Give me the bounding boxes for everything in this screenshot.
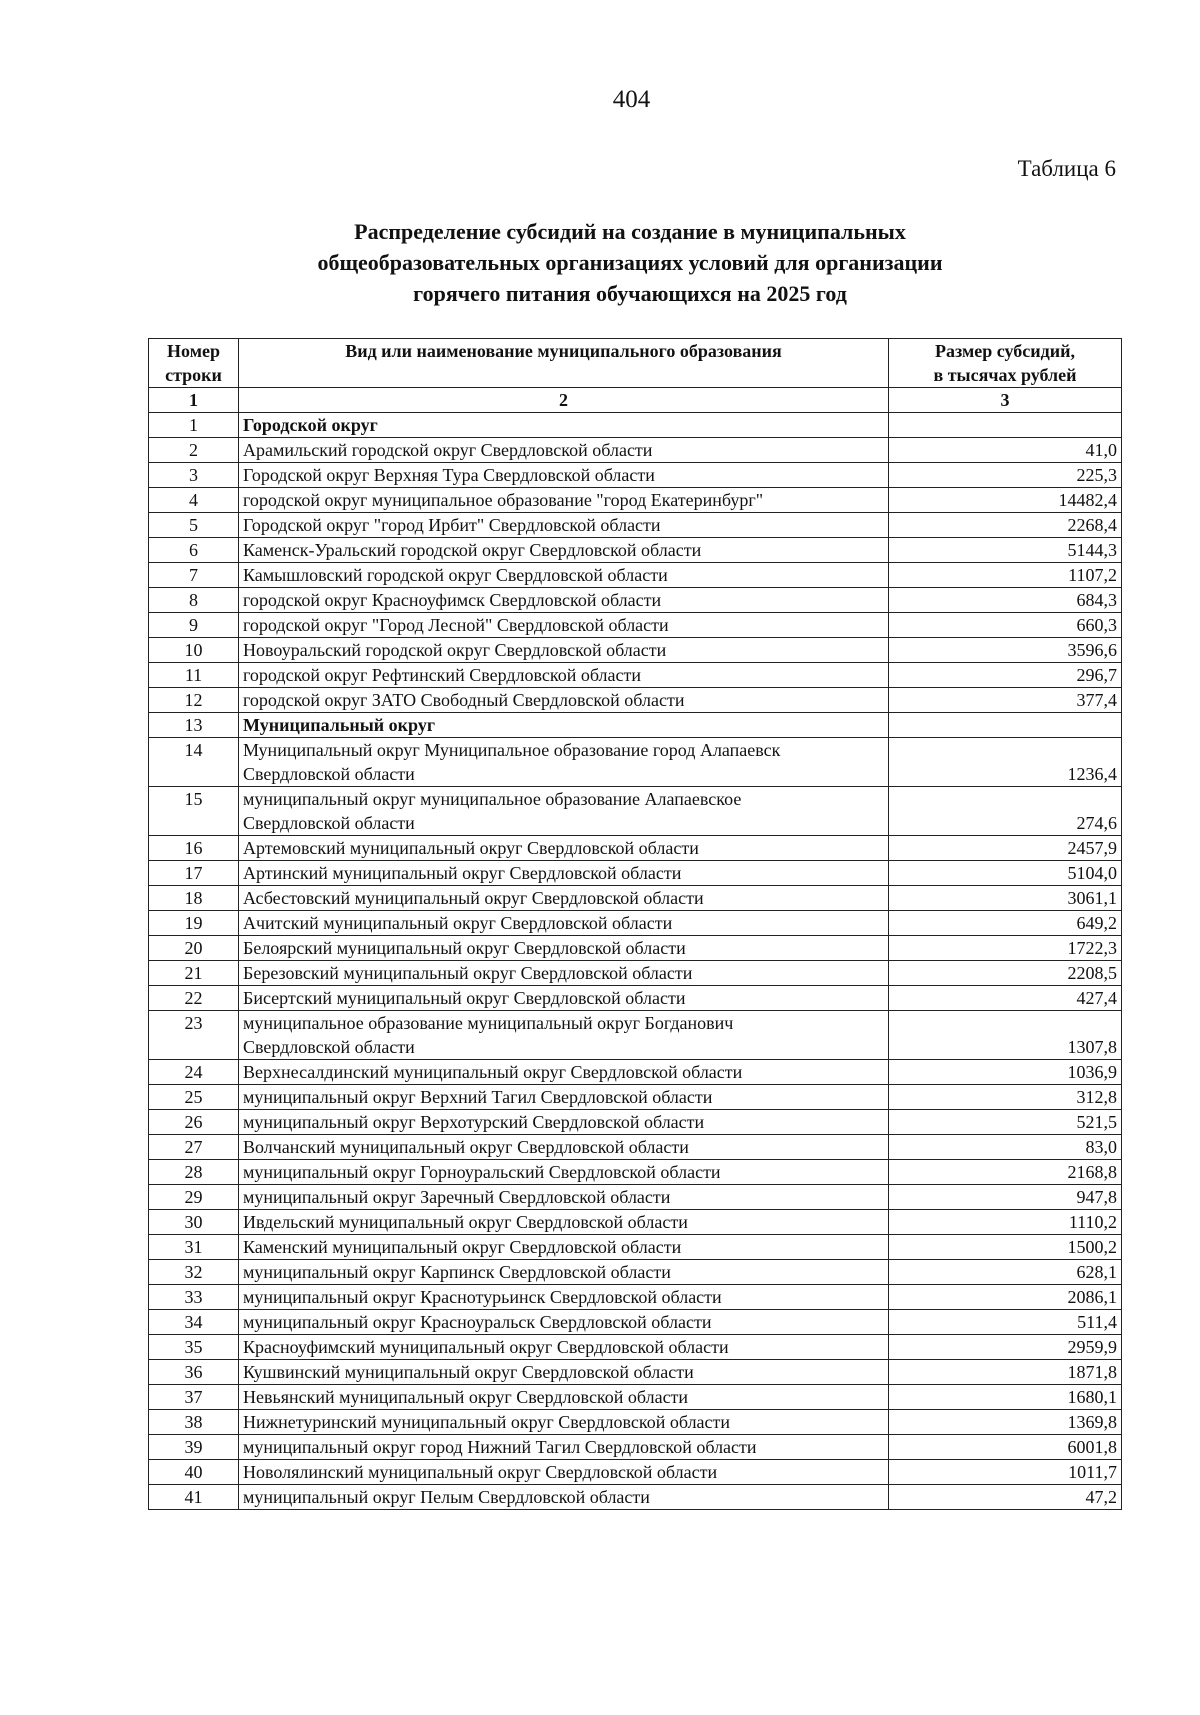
subsidy-amount: 1236,4	[889, 738, 1122, 787]
column-index: 3	[889, 388, 1122, 413]
name-line: Артинский муниципальный округ Свердловской области	[243, 863, 682, 883]
subsidy-amount: 1107,2	[889, 563, 1122, 588]
header-row-number	[149, 339, 239, 388]
municipality-name	[239, 463, 889, 488]
subsidy-amount	[889, 413, 1122, 438]
subsidy-amount: 225,3	[889, 463, 1122, 488]
section-heading	[239, 413, 889, 438]
municipality-name	[239, 1335, 889, 1360]
row-number: 13	[149, 713, 239, 738]
municipality-name	[239, 1485, 889, 1510]
table-row	[149, 1085, 1122, 1110]
header-text: Номер	[167, 341, 220, 361]
subsidy-amount: 1011,7	[889, 1460, 1122, 1485]
name-line: Ачитский муниципальный округ Свердловской области	[243, 913, 673, 933]
table-row	[149, 713, 1122, 738]
row-number: 16	[149, 836, 239, 861]
subsidy-amount: 660,3	[889, 613, 1122, 638]
row-number: 22	[149, 986, 239, 1011]
municipality-name	[239, 861, 889, 886]
subsidy-amount: 1036,9	[889, 1060, 1122, 1085]
subsidy-amount: 628,1	[889, 1260, 1122, 1285]
name-line: муниципальный округ Карпинск Свердловской области	[243, 1262, 671, 1282]
name-line: Волчанский муниципальный округ Свердловской области	[243, 1137, 689, 1157]
table-row	[149, 1260, 1122, 1285]
name-line: Каменск-Уральский городской округ Свердловской области	[243, 540, 702, 560]
header-text: в тысячах рублей	[933, 365, 1077, 385]
header-text: Размер субсидий,	[935, 341, 1075, 361]
table-row	[149, 986, 1122, 1011]
name-line: городской округ "Город Лесной" Свердловской области	[243, 615, 669, 635]
row-number: 32	[149, 1260, 239, 1285]
row-number: 3	[149, 463, 239, 488]
title-line: горячего питания обучающихся на 2025 год	[413, 281, 847, 306]
subsidy-amount: 41,0	[889, 438, 1122, 463]
table-row	[149, 1135, 1122, 1160]
subsidy-amount: 5144,3	[889, 538, 1122, 563]
row-number: 30	[149, 1210, 239, 1235]
table-row	[149, 1335, 1122, 1360]
name-line: муниципальный округ муниципальное образование Алапаевское	[243, 789, 742, 809]
name-line: Асбестовский муниципальный округ Свердловской области	[243, 888, 704, 908]
table-row	[149, 861, 1122, 886]
table-row	[149, 961, 1122, 986]
municipality-name	[239, 886, 889, 911]
row-number: 24	[149, 1060, 239, 1085]
subsidy-amount: 274,6	[889, 787, 1122, 836]
name-line: Красноуфимский муниципальный округ Свердловской области	[243, 1337, 729, 1357]
subsidy-amount	[889, 713, 1122, 738]
name-line: муниципальный округ город Нижний Тагил Свердловской области	[243, 1437, 757, 1457]
row-number: 25	[149, 1085, 239, 1110]
row-number: 2	[149, 438, 239, 463]
municipality-name	[239, 563, 889, 588]
row-number: 38	[149, 1410, 239, 1435]
subsidy-amount: 83,0	[889, 1135, 1122, 1160]
name-line: Новолялинский муниципальный округ Свердловской области	[243, 1462, 718, 1482]
row-number: 28	[149, 1160, 239, 1185]
subsidy-amount: 521,5	[889, 1110, 1122, 1135]
name-line: Свердловской области	[243, 813, 415, 833]
row-number: 40	[149, 1460, 239, 1485]
row-number: 35	[149, 1335, 239, 1360]
name-line: Арамильский городской округ Свердловской области	[243, 440, 653, 460]
subsidy-amount: 377,4	[889, 688, 1122, 713]
municipality-name	[239, 936, 889, 961]
subsidy-amount: 3596,6	[889, 638, 1122, 663]
table-row	[149, 1060, 1122, 1085]
table-row	[149, 1385, 1122, 1410]
table-row	[149, 688, 1122, 713]
name-line: Городской округ Верхняя Тура Свердловской области	[243, 465, 655, 485]
table-row	[149, 513, 1122, 538]
name-line: Нижнетуринский муниципальный округ Свердловской области	[243, 1412, 731, 1432]
table-row	[149, 886, 1122, 911]
municipality-name	[239, 688, 889, 713]
table-row	[149, 787, 1122, 836]
subsidy-amount: 2268,4	[889, 513, 1122, 538]
name-line: Каменский муниципальный округ Свердловской области	[243, 1237, 682, 1257]
name-line: городской округ муниципальное образование "город Екатеринбург"	[243, 490, 764, 510]
municipality-name	[239, 1285, 889, 1310]
municipality-name	[239, 1185, 889, 1210]
subsidy-amount: 1500,2	[889, 1235, 1122, 1260]
municipality-name	[239, 1135, 889, 1160]
name-line: Белоярский муниципальный округ Свердловской области	[243, 938, 686, 958]
row-number: 15	[149, 787, 239, 836]
subsidy-amount: 2208,5	[889, 961, 1122, 986]
document-title	[240, 216, 1020, 309]
header-text: строки	[165, 365, 222, 385]
municipality-name	[239, 1060, 889, 1085]
name-line: Березовский муниципальный округ Свердловской области	[243, 963, 693, 983]
subsidy-amount: 1871,8	[889, 1360, 1122, 1385]
name-line: муниципальное образование муниципальный округ Богданович	[243, 1013, 734, 1033]
row-number: 14	[149, 738, 239, 787]
name-line: Кушвинский муниципальный округ Свердловской области	[243, 1362, 694, 1382]
name-line: Невьянский муниципальный округ Свердловской области	[243, 1387, 689, 1407]
municipality-name	[239, 1385, 889, 1410]
table-row	[149, 1435, 1122, 1460]
row-number: 29	[149, 1185, 239, 1210]
name-line: муниципальный округ Красноуральск Свердловской области	[243, 1312, 712, 1332]
table-row	[149, 463, 1122, 488]
table-row	[149, 936, 1122, 961]
municipality-name	[239, 1310, 889, 1335]
table-row	[149, 663, 1122, 688]
row-number: 31	[149, 1235, 239, 1260]
row-number: 18	[149, 886, 239, 911]
name-line: муниципальный округ Горноуральский Свердловской области	[243, 1162, 721, 1182]
subsidy-amount: 3061,1	[889, 886, 1122, 911]
subsidy-amount: 2168,8	[889, 1160, 1122, 1185]
name-line: городской округ ЗАТО Свободный Свердловской области	[243, 690, 685, 710]
row-number: 1	[149, 413, 239, 438]
municipality-name	[239, 1460, 889, 1485]
municipality-name	[239, 663, 889, 688]
subsidy-amount: 511,4	[889, 1310, 1122, 1335]
table-row	[149, 836, 1122, 861]
row-number: 21	[149, 961, 239, 986]
table-row	[149, 1285, 1122, 1310]
municipality-name	[239, 613, 889, 638]
table-row	[149, 538, 1122, 563]
row-number: 19	[149, 911, 239, 936]
table-row	[149, 1210, 1122, 1235]
table-row	[149, 563, 1122, 588]
name-line: муниципальный округ Заречный Свердловской области	[243, 1187, 671, 1207]
subsidy-amount: 2457,9	[889, 836, 1122, 861]
name-line: муниципальный округ Пелым Свердловской области	[243, 1487, 650, 1507]
subsidy-amount: 1722,3	[889, 936, 1122, 961]
table-row	[149, 1360, 1122, 1385]
table-row	[149, 438, 1122, 463]
table-row	[149, 613, 1122, 638]
row-number: 26	[149, 1110, 239, 1135]
row-number: 41	[149, 1485, 239, 1510]
name-line: Городской округ "город Ирбит" Свердловской области	[243, 515, 661, 535]
row-number: 5	[149, 513, 239, 538]
table-row	[149, 911, 1122, 936]
subsidy-amount: 649,2	[889, 911, 1122, 936]
subsidy-amount: 14482,4	[889, 488, 1122, 513]
section-heading	[239, 713, 889, 738]
subsidy-amount: 1369,8	[889, 1410, 1122, 1435]
municipality-name	[239, 638, 889, 663]
row-number: 23	[149, 1011, 239, 1060]
subsidy-amount: 1680,1	[889, 1385, 1122, 1410]
table-row	[149, 488, 1122, 513]
column-index: 2	[239, 388, 889, 413]
row-number: 10	[149, 638, 239, 663]
name-line: муниципальный округ Верхотурский Свердловской области	[243, 1112, 705, 1132]
municipality-name	[239, 1235, 889, 1260]
row-number: 11	[149, 663, 239, 688]
table-row	[149, 1485, 1122, 1510]
name-line: Свердловской области	[243, 764, 415, 784]
name-line: Ивдельский муниципальный округ Свердловской области	[243, 1212, 688, 1232]
row-number: 17	[149, 861, 239, 886]
row-number: 12	[149, 688, 239, 713]
table-row	[149, 638, 1122, 663]
row-number: 33	[149, 1285, 239, 1310]
name-line: Муниципальный округ	[243, 715, 435, 735]
name-line: Свердловской области	[243, 1037, 415, 1057]
municipality-name	[239, 787, 889, 836]
row-number: 7	[149, 563, 239, 588]
table-row	[149, 588, 1122, 613]
municipality-name	[239, 1210, 889, 1235]
subsidy-amount: 947,8	[889, 1185, 1122, 1210]
subsidy-amount: 2959,9	[889, 1335, 1122, 1360]
name-line: Городской округ	[243, 415, 378, 435]
header-amount	[889, 339, 1122, 388]
name-line: Новоуральский городской округ Свердловской области	[243, 640, 667, 660]
subsidy-amount: 684,3	[889, 588, 1122, 613]
table-row	[149, 413, 1122, 438]
table-row	[149, 1110, 1122, 1135]
row-number: 9	[149, 613, 239, 638]
municipality-name	[239, 738, 889, 787]
municipality-name	[239, 1160, 889, 1185]
row-number: 34	[149, 1310, 239, 1335]
subsidy-amount: 2086,1	[889, 1285, 1122, 1310]
subsidy-amount: 1110,2	[889, 1210, 1122, 1235]
municipality-name	[239, 513, 889, 538]
table-body	[149, 413, 1122, 1510]
table-row	[149, 1185, 1122, 1210]
name-line: Камышловский городской округ Свердловской области	[243, 565, 668, 585]
municipality-name	[239, 961, 889, 986]
column-index-row	[149, 388, 1122, 413]
row-number: 27	[149, 1135, 239, 1160]
table-row	[149, 1235, 1122, 1260]
subsidy-amount: 1307,8	[889, 1011, 1122, 1060]
name-line: городской округ Красноуфимск Свердловской области	[243, 590, 662, 610]
table-header-row	[149, 339, 1122, 388]
name-line: муниципальный округ Краснотурьинск Свердловской области	[243, 1287, 722, 1307]
title-line: Распределение субсидий на создание в муниципальных	[354, 219, 906, 244]
municipality-name	[239, 911, 889, 936]
municipality-name	[239, 488, 889, 513]
municipality-name	[239, 1260, 889, 1285]
table-row	[149, 1460, 1122, 1485]
subsidy-amount: 6001,8	[889, 1435, 1122, 1460]
name-line: Муниципальный округ Муниципальное образование город Алапаевск	[243, 740, 781, 760]
title-line: общеобразовательных организациях условий для организации	[317, 250, 943, 275]
row-number: 4	[149, 488, 239, 513]
row-number: 39	[149, 1435, 239, 1460]
municipality-name	[239, 1410, 889, 1435]
name-line: Верхнесалдинский муниципальный округ Свердловской области	[243, 1062, 743, 1082]
municipality-name	[239, 588, 889, 613]
row-number: 20	[149, 936, 239, 961]
row-number: 37	[149, 1385, 239, 1410]
row-number: 8	[149, 588, 239, 613]
row-number: 36	[149, 1360, 239, 1385]
table-label: Таблица 6	[1017, 156, 1116, 181]
municipality-name	[239, 836, 889, 861]
column-index: 1	[149, 388, 239, 413]
subsidy-amount: 5104,0	[889, 861, 1122, 886]
municipality-name	[239, 986, 889, 1011]
subsidy-amount: 312,8	[889, 1085, 1122, 1110]
municipality-name	[239, 1085, 889, 1110]
subsidy-amount: 296,7	[889, 663, 1122, 688]
subsidy-table	[148, 338, 1122, 1510]
table-row	[149, 1011, 1122, 1060]
table-row	[149, 1410, 1122, 1435]
page-number: 404	[612, 86, 651, 113]
name-line: Артемовский муниципальный округ Свердловской области	[243, 838, 699, 858]
municipality-name	[239, 1435, 889, 1460]
header-name	[239, 339, 889, 388]
municipality-name	[239, 1110, 889, 1135]
table-row	[149, 1310, 1122, 1335]
table-row	[149, 738, 1122, 787]
subsidy-amount: 427,4	[889, 986, 1122, 1011]
table-row	[149, 1160, 1122, 1185]
municipality-name	[239, 438, 889, 463]
name-line: городской округ Рефтинский Свердловской области	[243, 665, 642, 685]
header-text: Вид или наименование муниципального образования	[345, 341, 782, 361]
municipality-name	[239, 1011, 889, 1060]
subsidy-amount: 47,2	[889, 1485, 1122, 1510]
name-line: муниципальный округ Верхний Тагил Свердловской области	[243, 1087, 713, 1107]
name-line: Бисертский муниципальный округ Свердловской области	[243, 988, 686, 1008]
municipality-name	[239, 1360, 889, 1385]
row-number: 6	[149, 538, 239, 563]
municipality-name	[239, 538, 889, 563]
